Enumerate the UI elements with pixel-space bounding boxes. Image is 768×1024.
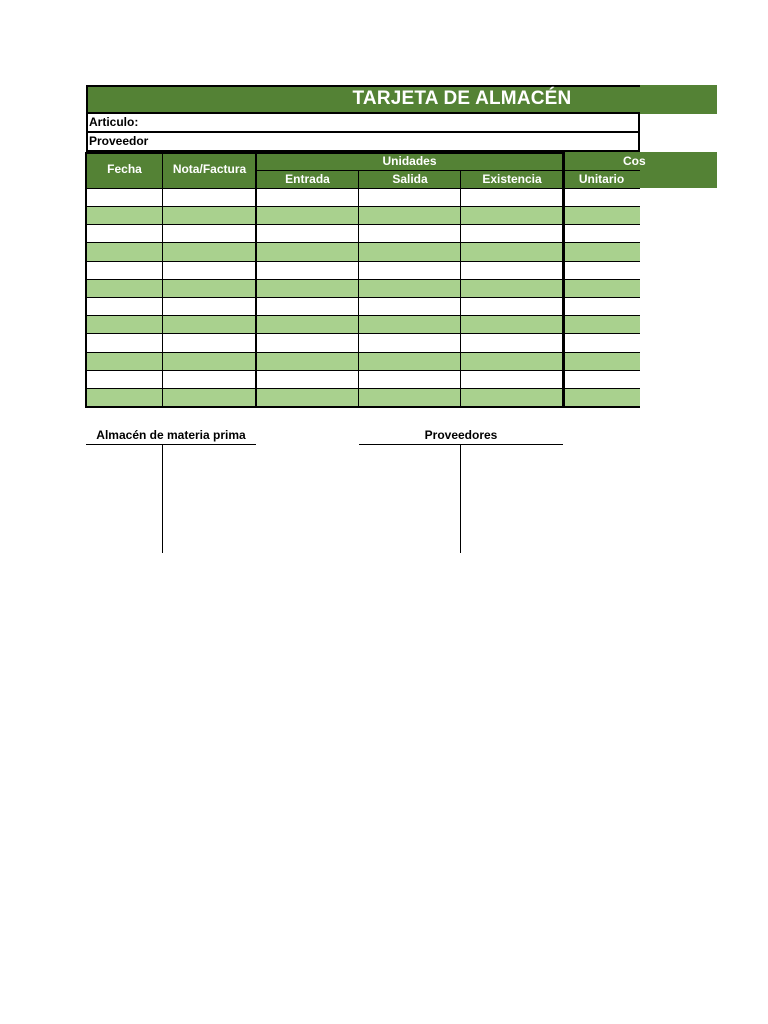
grid-line (86, 370, 640, 371)
grid-line (85, 152, 87, 408)
grid-line (86, 279, 640, 280)
articulo-label: Articulo: (89, 115, 139, 129)
header-entrada: Entrada (256, 170, 359, 188)
t-account-right-stem (460, 444, 461, 553)
table-row[interactable] (86, 262, 640, 280)
header-unidades: Unidades (256, 152, 563, 170)
table-row[interactable] (86, 371, 640, 389)
table-row[interactable] (86, 225, 640, 243)
grid-line (86, 261, 640, 262)
header-costo-label: Cos (623, 154, 646, 168)
t-account-left-title: Almacén de materia prima (96, 428, 246, 442)
proveedor-label: Proveedor (89, 134, 149, 148)
header-fecha: Fecha (86, 152, 163, 188)
header-nota-factura: Nota/Factura (163, 152, 256, 188)
grid-line (86, 206, 640, 207)
proveedor-row[interactable] (86, 133, 640, 152)
grid-line (86, 352, 640, 353)
page-title: TARJETA DE ALMACÉN (352, 88, 572, 109)
grid-line (86, 152, 563, 154)
grid-line (86, 188, 640, 189)
table-row[interactable] (86, 334, 640, 352)
grid-line (562, 152, 565, 408)
header-salida: Salida (359, 170, 461, 188)
table-row[interactable] (86, 353, 640, 371)
articulo-row[interactable] (86, 114, 640, 133)
grid-line (358, 170, 359, 408)
grid-line (460, 170, 461, 408)
table-row[interactable] (86, 280, 640, 298)
header-existencia: Existencia (461, 170, 563, 188)
header-unitario: Unitario (563, 170, 640, 188)
table-row[interactable] (86, 207, 640, 225)
t-account-right-top (359, 444, 563, 445)
grid-line (86, 315, 640, 316)
t-account-left-stem (162, 444, 163, 553)
t-account-left-top (86, 444, 256, 445)
table-row[interactable] (86, 389, 640, 407)
grid-line (255, 152, 257, 408)
grid-line (86, 388, 640, 389)
grid-line (86, 242, 640, 243)
grid-line (86, 406, 640, 408)
table-row[interactable] (86, 298, 640, 316)
grid-line (86, 224, 640, 225)
grid-line (256, 170, 640, 171)
table-row[interactable] (86, 243, 640, 261)
table-row[interactable] (86, 316, 640, 334)
t-account-right-title: Proveedores (424, 428, 498, 442)
header-costo (563, 152, 717, 170)
grid-line (86, 333, 640, 334)
grid-line (162, 152, 163, 408)
table-row[interactable] (86, 189, 640, 207)
grid-line (86, 297, 640, 298)
